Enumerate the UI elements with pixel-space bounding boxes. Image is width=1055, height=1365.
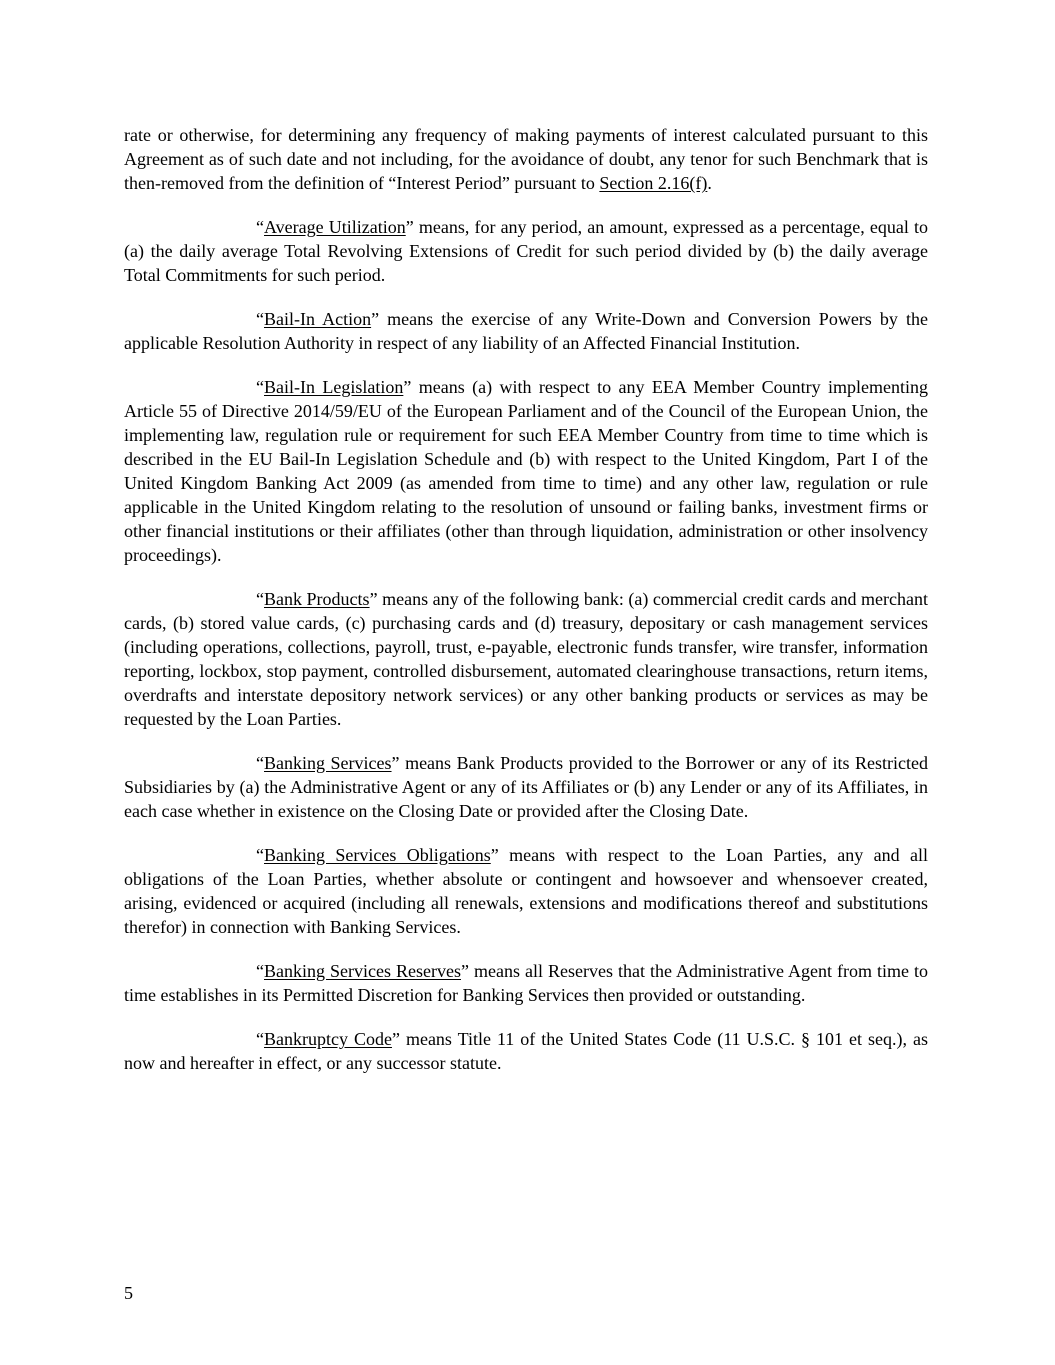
defined-term: Banking Services Reserves (264, 961, 461, 981)
defined-term: Banking Services Obligations (264, 845, 491, 865)
definition-body: ” means Bank Products provided to the Borrower or any of its Restricted Subsidiaries by (a) the Administrative Agent or any of its Affiliates or (b) any Lender or any of its Affiliates, in each case whether in existence on the Closing Date or provided after the Closing Date. (124, 753, 928, 821)
definition-average-utilization (124, 215, 928, 287)
definition-body: ” means any of the following bank: (a) commercial credit cards and merchant cards, (b) stored value cards, (c) purchasing cards and (d) treasury, depositary or cash management services (including operations, collections, payroll, trust, e-payable, electronic funds transfer, wire transfer, information reporting, lockbox, stop payment, controlled disbursement, automated clearinghouse transactions, return items, overdrafts and interstate depository network services) or any other banking products or services as may be requested by the Loan Parties. (124, 589, 928, 729)
defined-term: Average Utilization (264, 217, 406, 237)
definition-body: ” means the exercise of any Write-Down and Conversion Powers by the applicable Resolution Authority in respect of any liability of an Affected Financial Institution. (124, 309, 928, 353)
open-quote: “ (256, 589, 264, 609)
definition-body: ” means with respect to the Loan Parties, any and all obligations of the Loan Parties, whether absolute or contingent and howsoever and whensoever created, arising, evidenced or acquired (including all renewals, extensions and modifications thereof and substitutions therefor) in connection with Banking Services. (124, 845, 928, 937)
open-quote: “ (256, 961, 264, 981)
defined-term: Bankruptcy Code (264, 1029, 392, 1049)
page-number: 5 (124, 1283, 133, 1303)
continuation-paragraph (124, 123, 928, 195)
definition-body: ” means Title 11 of the United States Code (11 U.S.C. § 101 et seq.), as now and hereafter in effect, or any successor statute. (124, 1029, 928, 1073)
continuation-end: . (707, 173, 712, 193)
definition-banking-services-reserves (124, 959, 928, 1007)
open-quote: “ (256, 845, 264, 865)
definition-banking-services (124, 751, 928, 823)
definition-banking-services-obligations (124, 843, 928, 939)
defined-term: Bail-In Action (264, 309, 372, 329)
definition-bail-in-legislation (124, 375, 928, 567)
definition-body: ” means (a) with respect to any EEA Member Country implementing Article 55 of Directive 2014/59/EU of the European Parliament and of the Council of the European Union, the implementing law, regulation rule or requirement for such EEA Member Country from time to time which is described in the EU Bail-In Legislation Schedule and (b) with respect to the United Kingdom, Part I of the United Kingdom Banking Act 2009 (as amended from time to time) and any other law, regulation or rule applicable in the United Kingdom relating to the resolution of unsound or failing banks, investment firms or other financial institutions or their affiliates (other than through liquidation, administration or other insolvency proceedings). (124, 377, 929, 565)
defined-term: Bail-In Legislation (264, 377, 404, 397)
definition-body: ” means, for any period, an amount, expressed as a percentage, equal to (a) the daily average Total Revolving Extensions of Credit for such period divided by (b) the daily average Total Commitments for such period. (124, 217, 928, 285)
continuation-text: rate or otherwise, for determining any frequency of making payments of interest calculated pursuant to this Agreement as of such date and not including, for the avoidance of doubt, any tenor for such Benchmark that is then-removed from the definition of “Interest Period” pursuant to (124, 125, 928, 193)
definition-bail-in-action (124, 307, 928, 355)
open-quote: “ (256, 1029, 264, 1049)
open-quote: “ (256, 217, 264, 237)
defined-term: Banking Services (264, 753, 392, 773)
definition-bankruptcy-code (124, 1027, 928, 1075)
open-quote: “ (256, 309, 264, 329)
open-quote: “ (256, 753, 264, 773)
open-quote: “ (256, 377, 264, 397)
definition-body: ” means all Reserves that the Administrative Agent from time to time establishes in its Permitted Discretion for Banking Services then provided or outstanding. (124, 961, 928, 1005)
section-reference: Section 2.16(f) (599, 173, 708, 193)
defined-term: Bank Products (264, 589, 370, 609)
definition-bank-products (124, 587, 928, 731)
